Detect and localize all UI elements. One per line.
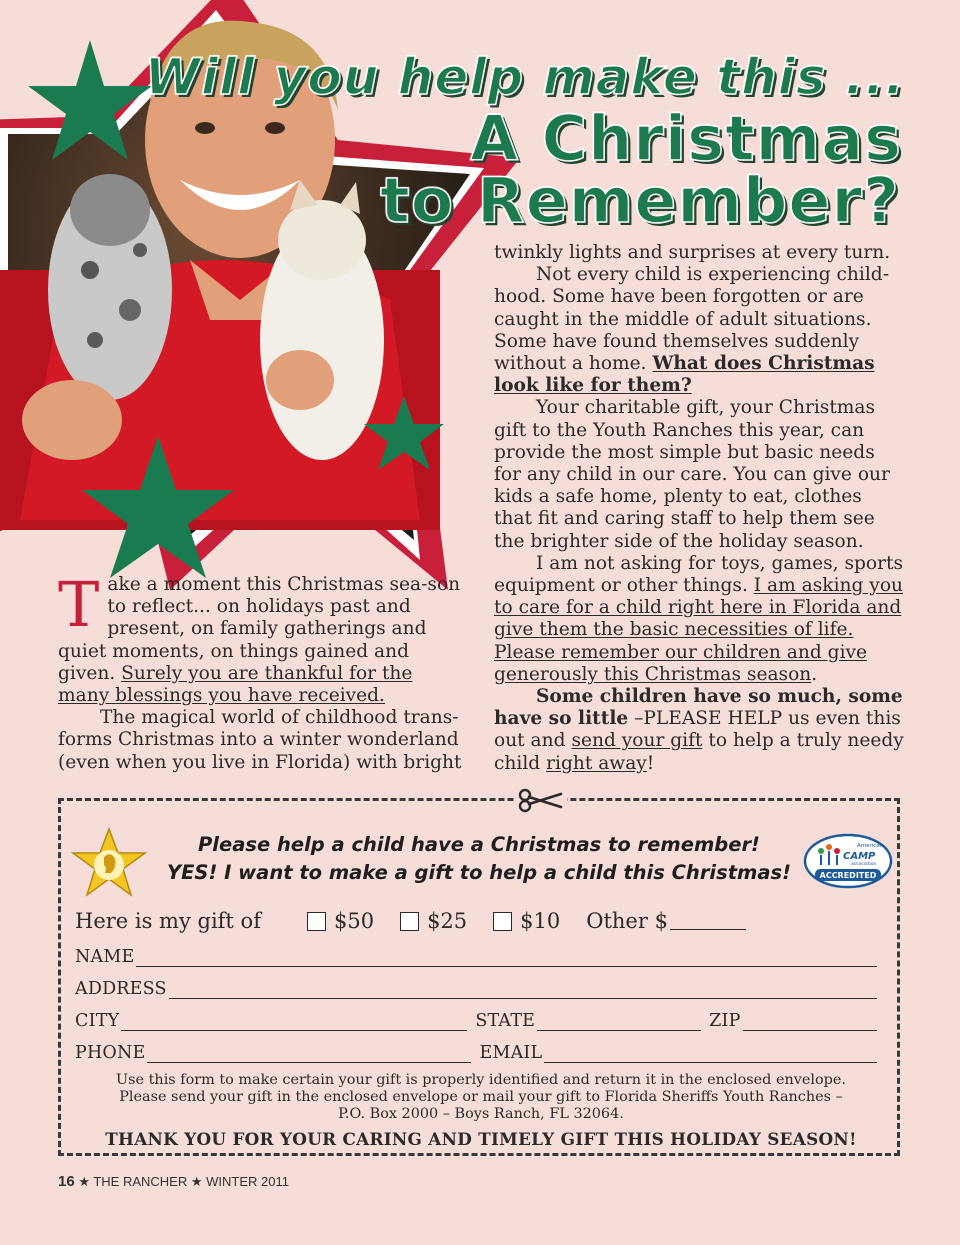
aca-logo-sub-text: association (851, 862, 877, 867)
city-state-zip-row (75, 1011, 885, 1031)
gift-other-field[interactable] (670, 913, 746, 930)
footer-star-icon: ★ (190, 1174, 207, 1189)
right-p4-end: ! (646, 752, 655, 774)
right-paragraph-0: twinkly lights and surprises at every turn. (494, 242, 891, 263)
right-p4-text-1: –PLEASE HELP us even this out and (494, 708, 901, 752)
headline-line-1: Will you help make this ... (144, 48, 905, 106)
right-p4-underlined-1: send your gift (571, 730, 703, 752)
headline-line-2: A Christmas (470, 102, 902, 175)
right-p4-text-2: to help a truly needy child (494, 730, 904, 774)
left-paragraph-2: The magical world of childhood trans-forms Christmas into a winter wonderland (even when you live in Florida) with bright (58, 707, 462, 773)
left-p1-underlined: Surely you are thankful for the many blessings you have received. (58, 662, 413, 707)
aca-logo-accredited-text: ACCREDITED (819, 871, 877, 880)
aca-accredited-logo (803, 833, 893, 889)
coupon-heading-2: YES! I want to make a gift to help a child this Christmas! (166, 861, 792, 884)
address-field[interactable] (169, 982, 877, 999)
state-field[interactable] (537, 1014, 701, 1031)
phone-label: PHONE (75, 1043, 146, 1063)
name-field[interactable] (136, 950, 877, 967)
right-p3-end: . (811, 663, 818, 685)
aca-logo-top-text: American (857, 843, 884, 849)
name-row (75, 947, 885, 967)
left-column (58, 568, 468, 774)
sheriff-badge-icon (71, 827, 147, 899)
zip-label: ZIP (709, 1011, 741, 1031)
name-label: NAME (75, 947, 135, 967)
publication-name: THE RANCHER (93, 1174, 188, 1189)
gift-option-25[interactable] (400, 909, 467, 933)
right-paragraph-1 (494, 264, 904, 397)
right-p1-bold: What does Christmas look like for them? (494, 353, 875, 397)
city-label: CITY (75, 1011, 120, 1031)
right-paragraph-3 (494, 553, 904, 686)
gift-amount-row (75, 909, 885, 933)
right-paragraph-2: Your charitable gift, your Christmas gift to the Youth Ranches this year, can provide the most simple but basic needs for any child in our care. You can give our kids a safe home, plenty to eat, clothes that fit and caring staff to help them see the brighter side of the holiday season. (494, 397, 890, 552)
page-footer (58, 1173, 289, 1190)
right-paragraph-4 (494, 686, 904, 775)
page-number: 16 (58, 1173, 75, 1190)
email-label: EMAIL (479, 1043, 543, 1063)
right-p1-text: Not every child is experiencing child-hood. Some have been forgotten or are caught in the middle of adult situations. Some have found themselves suddenly without a home. (494, 264, 889, 375)
coupon-instructions (81, 1072, 881, 1123)
zip-field[interactable] (743, 1014, 877, 1031)
email-field[interactable] (544, 1046, 877, 1063)
right-p4-underlined-2: right away (546, 752, 647, 774)
right-column (494, 242, 904, 775)
phone-email-row (75, 1043, 885, 1063)
footer-star-icon: ★ (78, 1174, 94, 1189)
headline-line-3: to Remember? (380, 164, 900, 237)
right-p3-text: I am not asking for toys, games, sports equipment or other things. (494, 552, 903, 597)
coupon-note-2: Please send your gift in the enclosed envelope or mail your gift to Florida Sheriffs Youth Ranches – (119, 1089, 843, 1105)
checkbox-10[interactable] (493, 912, 512, 931)
phone-field[interactable] (147, 1046, 471, 1063)
left-paragraph-1 (58, 568, 468, 707)
issue-name: WINTER 2011 (206, 1174, 289, 1189)
coupon-heading-1: Please help a child have a Christmas to remember! (198, 833, 760, 856)
checkbox-50[interactable] (307, 912, 326, 931)
address-label: ADDRESS (75, 979, 167, 999)
state-label: STATE (475, 1011, 536, 1031)
donation-coupon (58, 798, 900, 1156)
gift-option-10-label: $10 (520, 909, 561, 933)
right-p4-bold: Some children have so much, some have so little (494, 686, 903, 730)
gift-option-25-label: $25 (427, 909, 468, 933)
coupon-note-3: P.O. Box 2000 – Boys Ranch, FL 32064. (338, 1106, 624, 1122)
checkbox-25[interactable] (400, 912, 419, 931)
gift-label: Here is my gift of (75, 909, 261, 933)
left-p1-text: ake a moment this Christmas sea-son to reflect... on holidays past and present, on family gatherings and quiet moments, on things gained and given. (58, 574, 461, 684)
gift-option-50-label: $50 (333, 909, 375, 933)
right-p3-underlined: I am asking you to care for a child right here in Florida and give them the basic necessities of life. Please remember our children and give generously this Christmas season (494, 575, 903, 685)
gift-option-10[interactable] (493, 909, 560, 933)
coupon-note-1: Use this form to make certain your gift is properly identified and return it in the enclosed envelope. (116, 1072, 846, 1088)
thank-you-line: THANK YOU FOR YOUR CARING AND TIMELY GIFT THIS HOLIDAY SEASON! (105, 1129, 857, 1149)
aca-logo-camp-text: CAMP (843, 851, 876, 862)
gift-option-50[interactable] (307, 909, 374, 933)
scissors-icon (515, 787, 567, 813)
drop-cap: T (58, 568, 100, 641)
gift-option-other-label: Other $ (586, 909, 668, 933)
address-row (75, 979, 885, 999)
city-field[interactable] (121, 1014, 467, 1031)
